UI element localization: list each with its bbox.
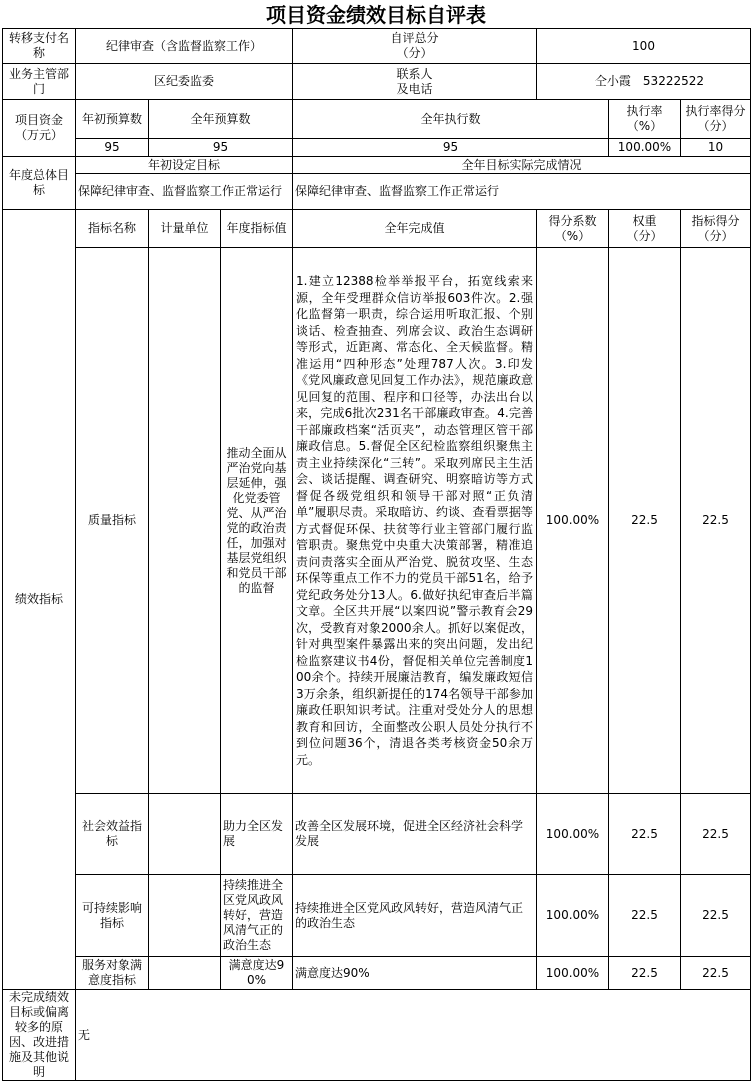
indicator-name: 社会效益指标 xyxy=(76,794,149,875)
indicator-unit xyxy=(149,875,221,957)
value-annual-executed: 95 xyxy=(293,139,609,157)
indicator-completed: 满意度达90% xyxy=(293,957,537,990)
row-indicator-quality xyxy=(3,248,751,794)
label-indicator-score-line1: 指标得分 xyxy=(691,213,740,228)
indicator-weight: 22.5 xyxy=(609,794,681,875)
label-contact-line2: 及电话 xyxy=(396,81,433,96)
row-indicator-sustainable xyxy=(3,875,751,957)
indicator-score: 22.5 xyxy=(681,875,751,957)
row-funds-values xyxy=(3,139,751,157)
label-annual-indicator: 年度指标值 xyxy=(221,210,293,248)
label-total-score-line1: 自评总分 xyxy=(390,31,439,45)
indicator-coef: 100.00% xyxy=(537,875,609,957)
value-actual-completion: 保障纪律审查、监督监察工作正常运行 xyxy=(293,174,751,210)
value-total-score: 100 xyxy=(537,29,751,64)
label-unfinished: 未完成绩效目标或偏离较多的原因、改进措施及其他说明 xyxy=(3,990,76,1081)
evaluation-table xyxy=(2,28,751,1081)
label-annual-executed: 全年执行数 xyxy=(293,100,609,139)
indicator-coef: 100.00% xyxy=(537,248,609,794)
indicator-name: 可持续影响指标 xyxy=(76,875,149,957)
indicator-weight: 22.5 xyxy=(609,248,681,794)
label-weight xyxy=(609,210,681,248)
label-exec-score xyxy=(681,100,751,139)
label-annual-goal: 年度总体目标 xyxy=(3,157,76,210)
value-exec-score: 10 xyxy=(681,139,751,157)
indicator-score: 22.5 xyxy=(681,957,751,990)
indicator-score: 22.5 xyxy=(681,248,751,794)
value-exec-rate: 100.00% xyxy=(609,139,681,157)
value-initial-budget: 95 xyxy=(76,139,149,157)
label-exec-rate-line1: 执行率 xyxy=(626,104,663,118)
row-unfinished xyxy=(3,990,751,1081)
page-title: 项目资金绩效目标自评表 xyxy=(266,3,486,27)
label-initial-budget: 年初预算数 xyxy=(76,100,149,139)
indicator-target: 推动全面从严治党向基层延伸，强化党委管党、从严治党的政治责任，加强对基层党组织和党员干部的监督 xyxy=(221,248,293,794)
label-initial-goal: 年初设定目标 xyxy=(76,157,293,174)
value-annual-budget: 95 xyxy=(149,139,293,157)
label-annual-budget: 全年预算数 xyxy=(149,100,293,139)
indicator-name: 服务对象满意度指标 xyxy=(76,957,149,990)
label-coef xyxy=(537,210,609,248)
label-unit: 计量单位 xyxy=(149,210,221,248)
label-exec-rate-line2: （%） xyxy=(626,119,663,133)
value-initial-goal: 保障纪律审查、监督监察工作正常运行 xyxy=(76,174,293,210)
indicator-unit xyxy=(149,794,221,875)
row-indicator-satisfaction xyxy=(3,957,751,990)
label-total-score xyxy=(293,29,537,64)
row-goal-header xyxy=(3,157,751,174)
label-actual-completion: 全年目标实际完成情况 xyxy=(293,157,751,174)
label-indicator-score-line2: （分） xyxy=(697,228,734,243)
label-funds: 项目资金（万元） xyxy=(3,100,76,157)
indicator-target: 满意度达90% xyxy=(221,957,293,990)
label-indicator-name: 指标名称 xyxy=(76,210,149,248)
indicator-name: 质量指标 xyxy=(76,248,149,794)
label-weight-line2: （分） xyxy=(626,228,663,243)
row-project-name xyxy=(3,29,751,64)
indicator-coef: 100.00% xyxy=(537,957,609,990)
value-department: 区纪委监委 xyxy=(76,64,293,100)
indicator-unit xyxy=(149,248,221,794)
label-annual-completed: 全年完成值 xyxy=(293,210,537,248)
value-project-name: 纪律审查（含监督监察工作） xyxy=(76,29,293,64)
indicator-weight: 22.5 xyxy=(609,957,681,990)
label-total-score-line2: （分） xyxy=(396,46,433,60)
label-contact xyxy=(293,64,537,100)
label-weight-line1: 权重 xyxy=(632,213,657,228)
label-department: 业务主管部门 xyxy=(3,64,76,100)
row-goal-values xyxy=(3,174,751,210)
label-performance: 绩效指标 xyxy=(3,210,76,990)
indicator-weight: 22.5 xyxy=(609,875,681,957)
label-project-name: 转移支付名称 xyxy=(3,29,76,64)
label-contact-line1: 联系人 xyxy=(396,66,433,81)
indicator-score: 22.5 xyxy=(681,794,751,875)
row-department xyxy=(3,64,751,100)
indicator-unit xyxy=(149,957,221,990)
label-exec-rate xyxy=(609,100,681,139)
label-exec-score-line2: （分） xyxy=(697,119,734,133)
indicator-target: 持续推进全区党风政风转好，营造风清气正的政治生态 xyxy=(221,875,293,957)
label-indicator-score xyxy=(681,210,751,248)
value-unfinished: 无 xyxy=(76,990,751,1081)
indicator-target: 助力全区发展 xyxy=(221,794,293,875)
row-indicator-header xyxy=(3,210,751,248)
label-coef-line1: 得分系数 xyxy=(548,213,597,228)
label-exec-score-line1: 执行率得分 xyxy=(685,104,746,118)
value-contact: 仝小霞 53222522 xyxy=(537,64,751,100)
indicator-completed: 1.建立12388检举举报平台，拓宽线索来源，全年受理群众信访举报603件次。2.强化监督第一职责，综合运用听取汇报、个别谈话、检查抽查、列席会议、政治生态调研等形式，近距离、常态化、全天候监督。精准运用“四种形态”处理787人次。3.印发《党风廉政意见回复工作办法》，规范廉政意见回复的范围、程序和口径等，办法出台以来，完成6批次231名干部廉政审查。4.完善干部廉政档案“活页夹”，动态管理区管干部廉政信息。5.督促全区纪检监察组织聚焦主责主业持续深化“三转”。采取列席民主生活会、谈话提醒、调查研究、明察暗访等方式督促各级党组织和领导干部对照“正负清单”履职尽责。采取暗访、约谈、查看票据等方式督促环保、扶贫等行业主管部门履行监管职责。聚焦党中央重大决策部署，精准追责问责落实全面从严治党、脱贫攻坚、生态环保等重点工作不力的党员干部51名，给予党纪政务处分13人。6.做好执纪审查后半篇文章。全区共开展“以案四说”警示教育会29次，受教育对象2000余人。抓好以案促改，针对典型案件暴露出来的突出问题，发出纪检监察建议书4份，督促相关单位完善制度100余个。持续开展廉洁教育，编发廉政短信3万余条，组织新提任的174名领导干部参加廉政任职知识考试。注重对受处分人的思想教育和回访，全面整改公职人员处分执行不到位问题36个，清退各类考核资金50余万元。 xyxy=(293,248,537,794)
indicator-completed: 改善全区发展环境，促进全区经济社会科学发展 xyxy=(293,794,537,875)
row-indicator-social xyxy=(3,794,751,875)
indicator-completed: 持续推进全区党风政风转好，营造风清气正的政治生态 xyxy=(293,875,537,957)
label-coef-line2: （%） xyxy=(554,228,591,243)
indicator-coef: 100.00% xyxy=(537,794,609,875)
row-funds-header xyxy=(3,100,751,139)
